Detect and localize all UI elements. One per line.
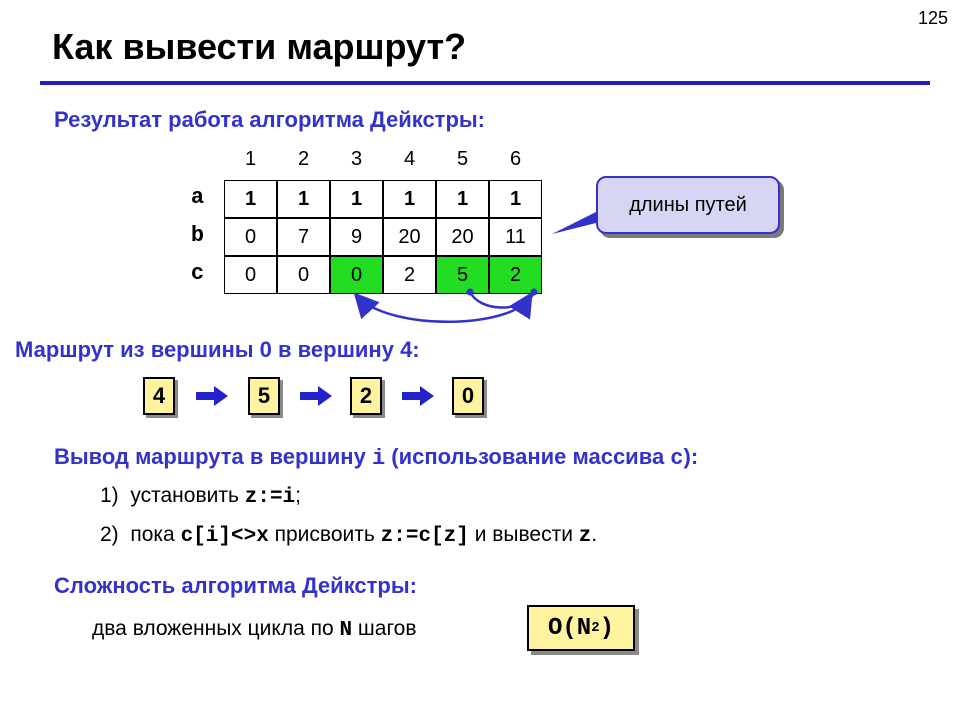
step-code: z:=i [244, 486, 296, 509]
callout-pointer [552, 210, 600, 234]
table-cell-c-1: 0 [224, 256, 277, 294]
step-number: 2) [100, 523, 119, 546]
step-text: пока [130, 523, 181, 546]
table-cell-a-6: 1 [489, 180, 542, 218]
column-header: 2 [297, 148, 310, 170]
table-cell-b-5: 20 [436, 218, 489, 256]
output-heading [54, 444, 698, 471]
row-label-c: c [190, 261, 205, 286]
output-heading-prefix: Вывод маршрута в вершину [54, 444, 372, 469]
complexity-badge-close: ) [599, 614, 615, 642]
arrow-start-dot [531, 289, 538, 296]
page-number: 125 [918, 8, 949, 28]
column-header: 5 [456, 148, 469, 170]
table-cell-c-3: 0 [330, 256, 383, 294]
complexity-suffix: шагов [352, 617, 417, 640]
route-heading: Маршрут из вершины 0 в вершину 4: [15, 337, 420, 362]
table-cell-b-3: 9 [330, 218, 383, 256]
result-heading: Результат работа алгоритма Дейкстры: [54, 107, 486, 132]
route-node: 2 [350, 377, 382, 415]
table-cell-b-1: 0 [224, 218, 277, 256]
step-text: установить [130, 484, 245, 507]
step-text: присвоить [268, 523, 381, 546]
complexity-badge-exponent: 2 [591, 620, 600, 636]
step-code: z [578, 525, 592, 548]
output-heading-var: i [371, 446, 386, 471]
route-node: 4 [143, 377, 175, 415]
table-cell-c-5: 5 [436, 256, 489, 294]
route-node: 5 [248, 377, 280, 415]
complexity-description [92, 617, 417, 642]
complexity-badge [527, 605, 635, 651]
output-heading-array: c [670, 446, 684, 471]
step-2 [100, 523, 597, 548]
right-arrow-icon [298, 384, 334, 408]
table-cell-c-4: 2 [383, 256, 436, 294]
step-text: ; [295, 484, 302, 507]
column-header: 6 [509, 148, 522, 170]
arrow-start-dot [467, 289, 474, 296]
column-header: 4 [403, 148, 416, 170]
table-cell-c-6: 2 [489, 256, 542, 294]
table-cell-b-2: 7 [277, 218, 330, 256]
right-arrow-icon [400, 384, 436, 408]
table-cell-c-2: 0 [277, 256, 330, 294]
complexity-badge-main: O(N [547, 614, 592, 642]
step-code: z:=c[z] [380, 525, 469, 548]
output-heading-suffix: ): [683, 444, 699, 469]
table-cell-a-5: 1 [436, 180, 489, 218]
table-cell-a-4: 1 [383, 180, 436, 218]
right-arrow-icon [194, 384, 230, 408]
step-number: 1) [100, 484, 119, 507]
slide-title: Как вывести маршрут? [52, 26, 467, 67]
row-label-a: a [190, 185, 205, 210]
column-header: 3 [350, 148, 363, 170]
table-cell-a-1: 1 [224, 180, 277, 218]
step-text: . [591, 523, 598, 546]
column-header: 1 [244, 148, 257, 170]
route-node: 0 [452, 377, 484, 415]
step-code: c[i]<>x [180, 525, 269, 548]
step-text: и вывести [468, 523, 579, 546]
table-cell-a-3: 1 [330, 180, 383, 218]
complexity-heading: Сложность алгоритма Дейкстры: [54, 573, 417, 598]
complexity-var: N [339, 619, 353, 642]
output-heading-mid: (использование массива [385, 444, 671, 469]
table-cell-a-2: 1 [277, 180, 330, 218]
path-length-callout: длины путей [596, 176, 780, 234]
table-cell-b-4: 20 [383, 218, 436, 256]
table-cell-b-6: 11 [489, 218, 542, 256]
complexity-prefix: два вложенных цикла по [92, 617, 340, 640]
row-label-b: b [190, 223, 205, 248]
step-1 [100, 484, 301, 509]
